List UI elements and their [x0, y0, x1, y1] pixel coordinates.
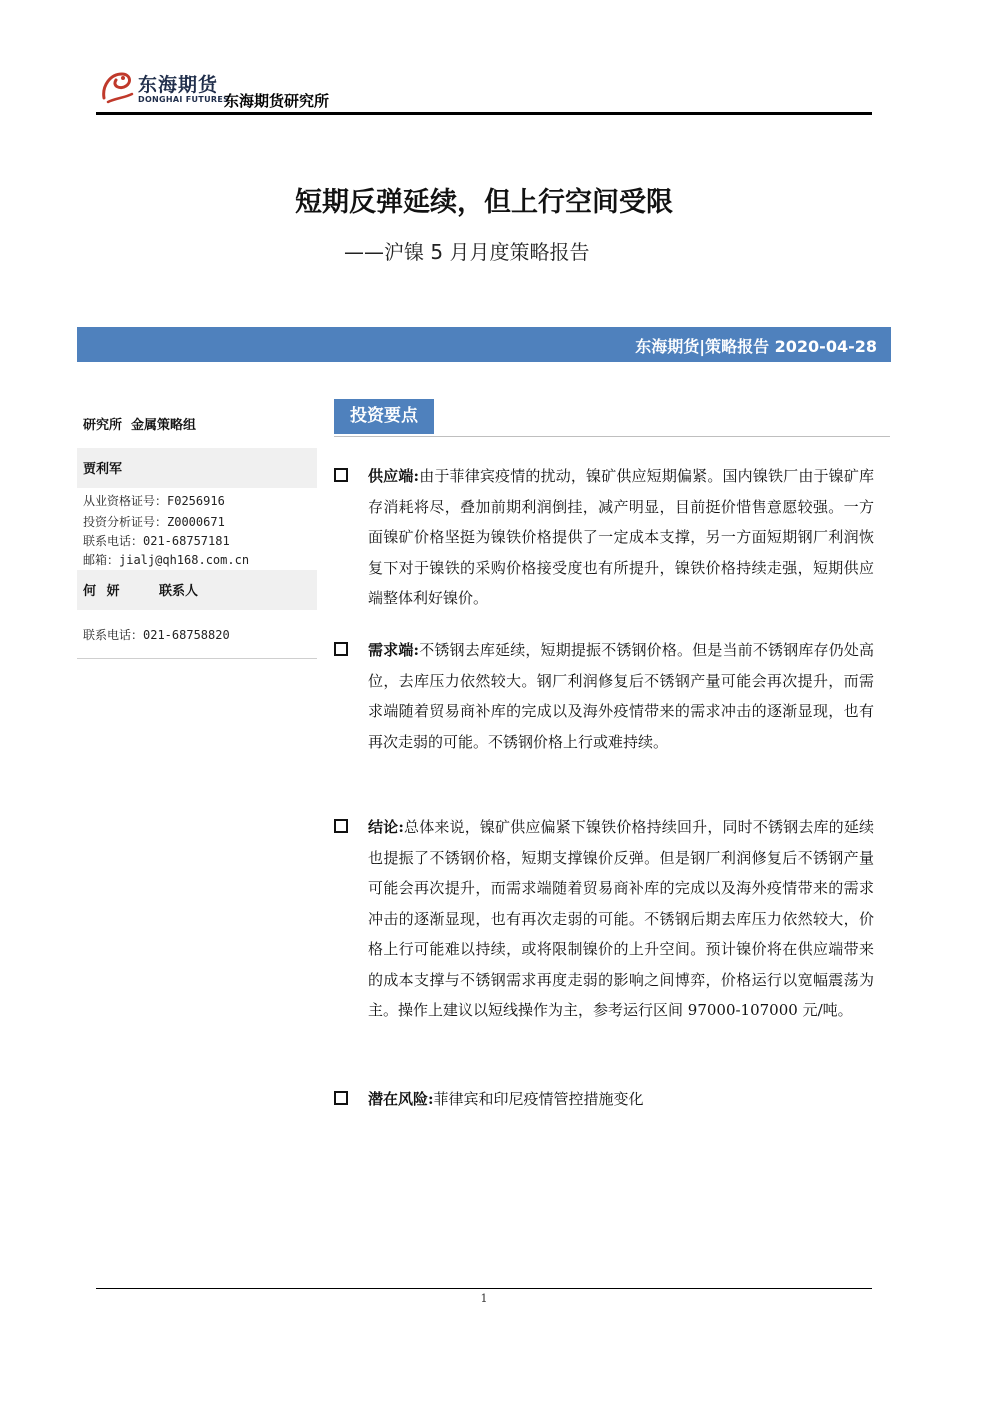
analyst-name: 贾利军 [83, 462, 123, 477]
logo-chinese-name: 东海期货 [138, 74, 219, 96]
report-title: 短期反弹延续，但上行空间受限 [295, 187, 673, 218]
contact-role: 联系人 [159, 584, 199, 599]
section-divider [334, 436, 890, 437]
institute-name: 东海期货研究所 [224, 92, 330, 110]
analyst-analysis-cert: 投资分析证号：Z0000671 [83, 515, 225, 529]
section-label: 投资要点 [334, 399, 434, 434]
banner-text: 东海期货|策略报告 2020-04-28 [635, 337, 877, 356]
logo-english-name: DONGHAI FUTURES [138, 95, 230, 104]
sidebar-divider [77, 658, 317, 659]
analyst-header [77, 448, 317, 488]
report-banner [77, 327, 891, 362]
checkbox-bullet-icon [334, 819, 348, 833]
analyst-qualification: 从业资格证号：F0256916 [83, 494, 225, 508]
checkbox-bullet-icon [334, 468, 348, 482]
point-label: 结论: [368, 818, 404, 836]
checkbox-bullet-icon [334, 642, 348, 656]
footer-divider [96, 1288, 872, 1289]
point-supply [334, 461, 874, 614]
donghai-logo-icon [98, 68, 136, 106]
point-conclusion [334, 812, 874, 1026]
analyst-email[interactable]: 邮箱：jialj@qh168.com.cn [83, 553, 250, 567]
point-text: 总体来说，镍矿供应偏紧下镍铁价格持续回升，同时不锈钢去库的延续也提振了不锈钢价格，短期支撑镍价反弹。但是钢厂利润修复后不锈钢产量可能会再次提升，而需求端随着贸易商补库的完成以及海外疫情带来的需求冲击的逐渐显现，也有再次走弱的可能。不锈钢后期去库压力依然较大，价格上行可能难以持续，或将限制镍价的上升空间。预计镍价将在供应端带来的成本支撑与不锈钢需求再度走弱的影响之间博弈，价格运行以宽幅震荡为主。操作上建议以短线操作为主，参考运行区间 97000-107000 元/吨。 [368, 818, 874, 1019]
page-number: 1 [480, 1292, 488, 1305]
department-label: 研究所 金属策略组 [83, 418, 197, 433]
point-label: 潜在风险: [368, 1090, 434, 1108]
point-label: 供应端: [368, 467, 420, 485]
point-text: 菲律宾和印尼疫情管控措施变化 [433, 1090, 644, 1108]
contact-name: 何 妍 [83, 584, 120, 599]
point-label: 需求端: [368, 641, 420, 659]
point-demand [334, 635, 874, 757]
contact-header [77, 570, 317, 610]
analyst-phone: 联系电话：021-68757181 [83, 534, 230, 548]
checkbox-bullet-icon [334, 1091, 348, 1105]
page-header [96, 66, 872, 114]
point-risk [334, 1084, 874, 1115]
point-text: 由于菲律宾疫情的扰动，镍矿供应短期偏紧。国内镍铁厂由于镍矿库存消耗将尽，叠加前期利润倒挂，减产明显，目前挺价惜售意愿较强。一方面镍矿价格坚挺为镍铁价格提供了一定成本支撑，另一方面短期钢厂利润恢复下对于镍铁的采购价格接受度也有所提升，镍铁价格持续走强，短期供应端整体利好镍价。 [368, 467, 874, 607]
contact-phone: 联系电话：021-68758820 [83, 628, 230, 642]
point-text: 不锈钢去库延续，短期提振不锈钢价格。但是当前不锈钢库存仍处高位，去库压力依然较大。钢厂利润修复后不锈钢产量可能会再次提升，而需求端随着贸易商补库的完成以及海外疫情带来的需求冲击的逐渐显现，也有再次走弱的可能。不锈钢价格上行或难持续。 [368, 641, 874, 751]
header-divider [96, 112, 872, 115]
report-subtitle: ——沪镍 5 月月度策略报告 [344, 240, 590, 264]
